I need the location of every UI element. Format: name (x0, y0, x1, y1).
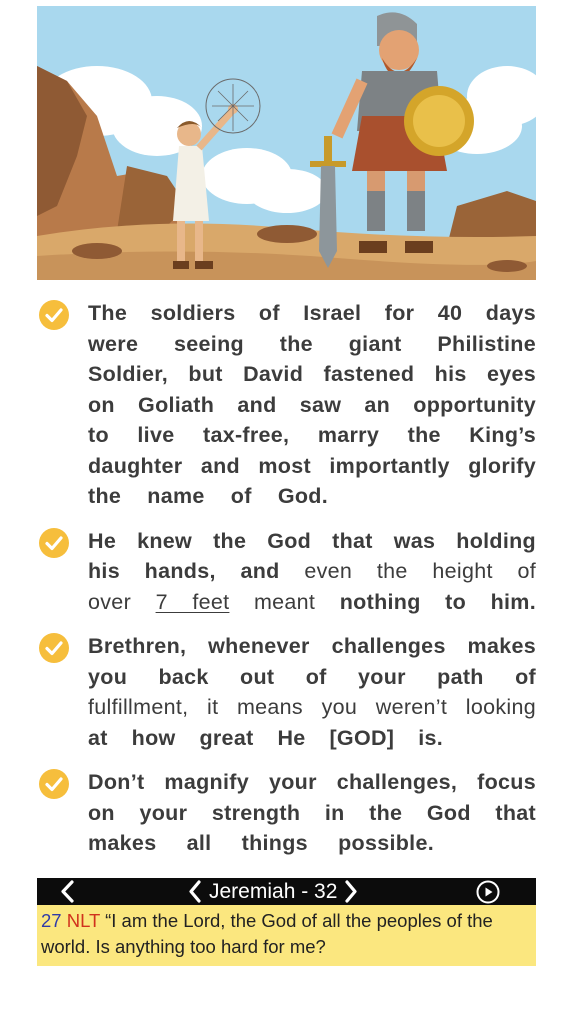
bullet-text: The soldiers of Israel for 40 days were seeing the giant Philistine Soldier, but David fastened his eyes on Goliath and saw an opportunity to live tax-free, marry the King’s daughter and most importantly glorify the name of God. (88, 301, 536, 508)
chevron-left-icon[interactable] (57, 879, 79, 904)
david-goliath-illustration (37, 6, 536, 280)
bullet-item-1 (37, 298, 536, 512)
bullet-list (37, 298, 536, 873)
bible-version: NLT (66, 910, 100, 931)
bullet-item-2 (37, 526, 536, 618)
bullet-item-4 (37, 767, 536, 859)
chapter-title[interactable] (187, 878, 359, 905)
bible-verse-widget (37, 878, 536, 966)
bullet-item-3 (37, 631, 536, 753)
verse-text-block (37, 905, 536, 966)
checkmark-circle-icon (39, 769, 69, 799)
bullet-text: Don’t magnify your challenges, focus on your strength in the God that makes all things possible. (88, 770, 536, 855)
chapter-title-label: Jeremiah - 32 (209, 879, 338, 903)
checkmark-circle-icon (39, 300, 69, 330)
bullet-text: He knew the God that was holding his hands, and even the height of over 7 feet meant nothing to him. (88, 528, 536, 614)
chevron-right-icon[interactable] (343, 879, 359, 904)
play-circle-icon[interactable] (476, 880, 500, 904)
bullet-text: Brethren, whenever challenges makes you back out of your path of fulfillment, it means you weren’t looking at how great He [GOD] is. (88, 634, 536, 750)
bible-nav-bar (37, 878, 536, 905)
verse-number: 27 (41, 910, 62, 931)
checkmark-circle-icon (39, 528, 69, 558)
verse-text: “I am the Lord, the God of all the peoples of the world. Is anything too hard for me? (41, 910, 493, 957)
chevron-left-icon[interactable] (187, 879, 203, 904)
checkmark-circle-icon (39, 633, 69, 663)
